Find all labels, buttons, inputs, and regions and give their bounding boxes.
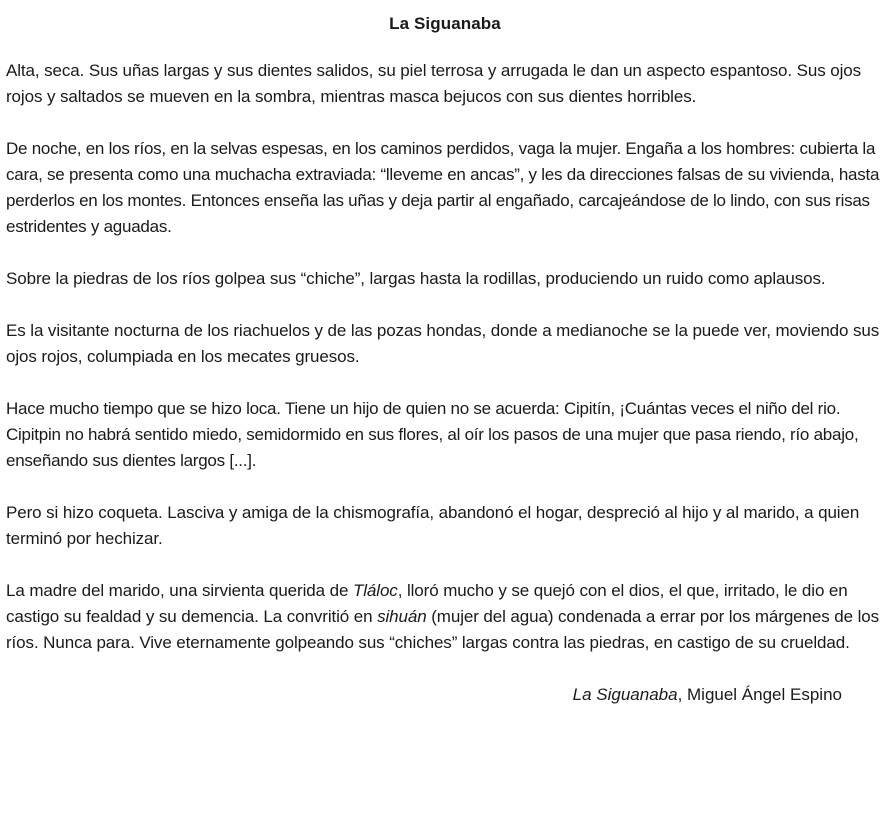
attribution-work: La Siguanaba xyxy=(572,685,678,704)
sihuan-term: sihuán xyxy=(377,607,427,626)
paragraph-7-part1: La madre del marido, una sirvienta querida de xyxy=(6,581,353,600)
paragraph-3: Sobre la piedras de los ríos golpea sus “chiche”, largas hasta la rodillas, produciendo un ruido como aplausos. xyxy=(6,269,826,288)
paragraph-2: De noche, en los ríos, en la selvas espesas, en los caminos perdidos, vaga la mujer. Engaña a los hombres: cubierta la cara, se presenta como una muchacha extraviada: “lleveme en ancas”, y les da direcciones falsas de su vivienda, hasta perderlos en los montes. Entonces enseña las uñas y deja partir al engañado, carcajeándose de lo lindo, con sus risas estridentes y aguadas. xyxy=(6,139,880,236)
paragraph-6: Pero si hizo coqueta. Lasciva y amiga de la chismografía, abandonó el hogar, despreció al hijo y al marido, a quien terminó por hechizar. xyxy=(6,503,860,548)
paragraph-7-part2: , lloró mucho y se quejó con el dios, el que, irritado, le dio en castigo su fealdad y su demencia. La convritió en xyxy=(6,581,848,626)
attribution xyxy=(6,682,884,708)
document-title: La Siguanaba xyxy=(389,14,501,33)
tlaloc-term: Tláloc xyxy=(352,581,398,600)
paragraph-4: Es la visitante nocturna de los riachuelos y de las pozas hondas, donde a medianoche se la puede ver, moviendo sus ojos rojos, columpiada en los mecates gruesos. xyxy=(6,321,880,366)
attribution-author: , Miguel Ángel Espino xyxy=(677,685,842,704)
paragraph-7 xyxy=(6,578,884,656)
paragraph-1: Alta, seca. Sus uñas largas y sus dientes salidos, su piel terrosa y arrugada le dan un aspecto espantoso. Sus ojos rojos y saltados se mueven en la sombra, mientras masca bejucos con sus dientes horribles. xyxy=(6,61,862,106)
paragraph-5: Hace mucho tiempo que se hizo loca. Tiene un hijo de quien no se acuerda: Cipitín, ¡Cuántas veces el niño del rio. Cipitpin no habrá sentido miedo, semidormido en sus flores, al oír los pasos de una mujer que pasa riendo, río abajo, enseñando sus dientes largos [...]. xyxy=(6,399,859,470)
document xyxy=(6,14,884,708)
paragraph-7-part3: (mujer del agua) condenada a errar por los márgenes de los ríos. Nunca para. Vive eternamente golpeando sus “chiches” largas contra las piedras, en castigo de su crueldad. xyxy=(6,607,880,652)
